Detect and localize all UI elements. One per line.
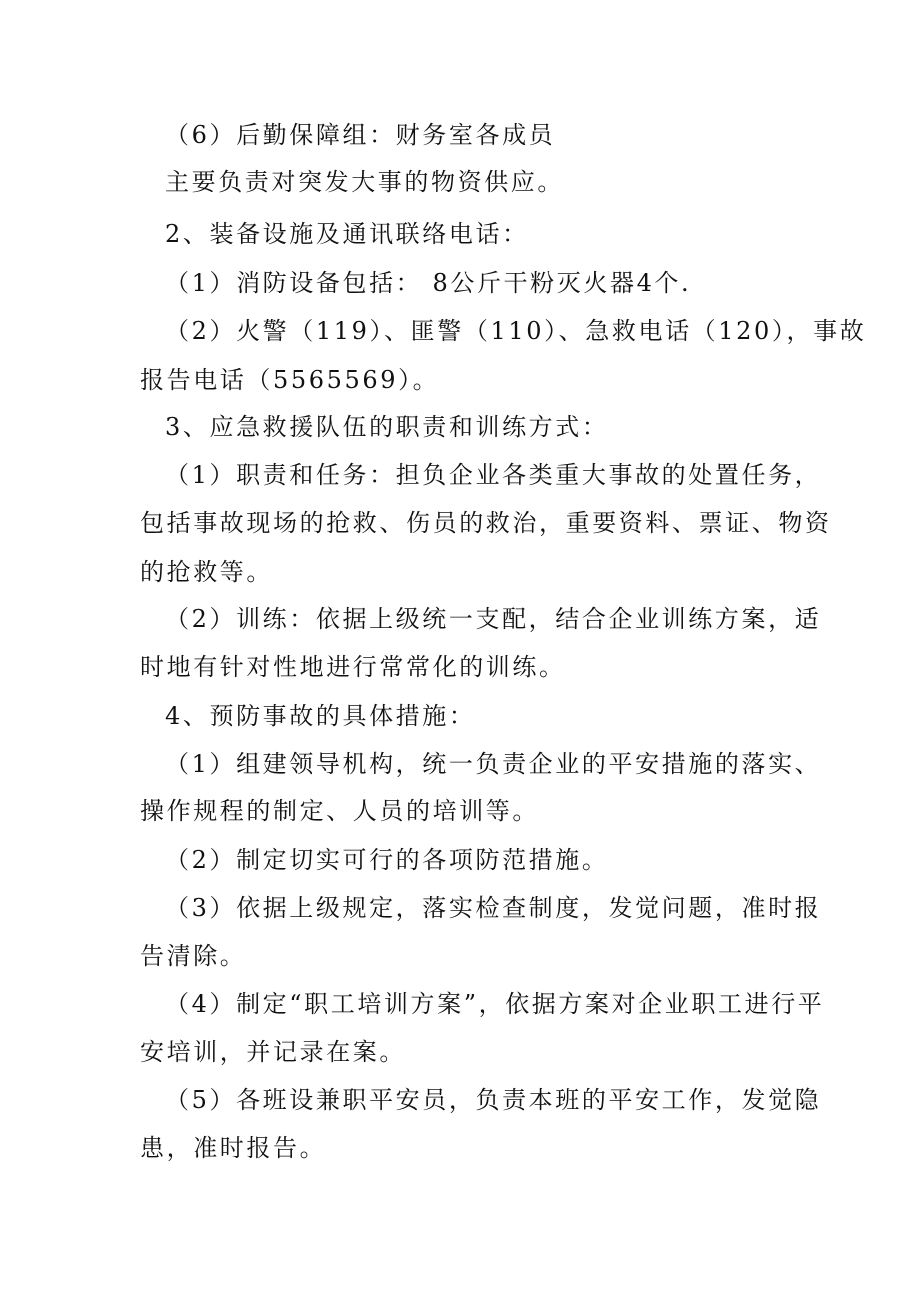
text-line-15: 操作规程的制定、人员的培训等。	[140, 797, 539, 825]
text-line-9: 包括事故现场的抢救、伤员的救治，重要资料、票证、物资	[140, 509, 832, 537]
text-line-2: 主要负责对突发大事的物资供应。	[165, 168, 564, 196]
text-line-1: （6）后勤保障组：财务室各成员	[165, 121, 556, 149]
text-line-4: （1）消防设备包括： 8公斤干粉灭火器4个.	[165, 269, 692, 297]
text-line-17: （3）依据上级规定，落实检查制度，发觉问题，准时报	[165, 894, 822, 922]
text-line-5: （2）火警（119）、匪警（110）、急救电话（120），事故	[165, 317, 867, 345]
text-line-20: 安培训，并记录在案。	[140, 1038, 406, 1066]
text-line-8: （1）职责和任务：担负企业各类重大事故的处置任务，	[165, 461, 822, 489]
text-line-12: 时地有针对性地进行常常化的训练。	[140, 653, 566, 681]
text-line-18: 告清除。	[140, 942, 247, 970]
text-line-19: （4）制定“职工培训方案”，依据方案对企业职工进行平	[165, 990, 825, 1018]
text-line-13: 4、预防事故的具体措施：	[165, 702, 476, 730]
text-line-21: （5）各班设兼职平安员，负责本班的平安工作，发觉隐	[165, 1086, 822, 1114]
text-line-22: 患，准时报告。	[140, 1134, 327, 1162]
text-line-11: （2）训练：依据上级统一支配，结合企业训练方案，适	[165, 605, 822, 633]
text-line-7: 3、应急救援队伍的职责和训练方式：	[165, 413, 609, 441]
text-line-10: 的抢救等。	[140, 558, 273, 586]
text-line-14: （1）组建领导机构，统一负责企业的平安措施的落实、	[165, 750, 822, 778]
text-line-16: （2）制定切实可行的各项防范措施。	[165, 846, 609, 874]
text-line-6: 报告电话（5565569）。	[140, 366, 440, 394]
text-line-3: 2、装备设施及通讯联络电话：	[165, 220, 529, 248]
